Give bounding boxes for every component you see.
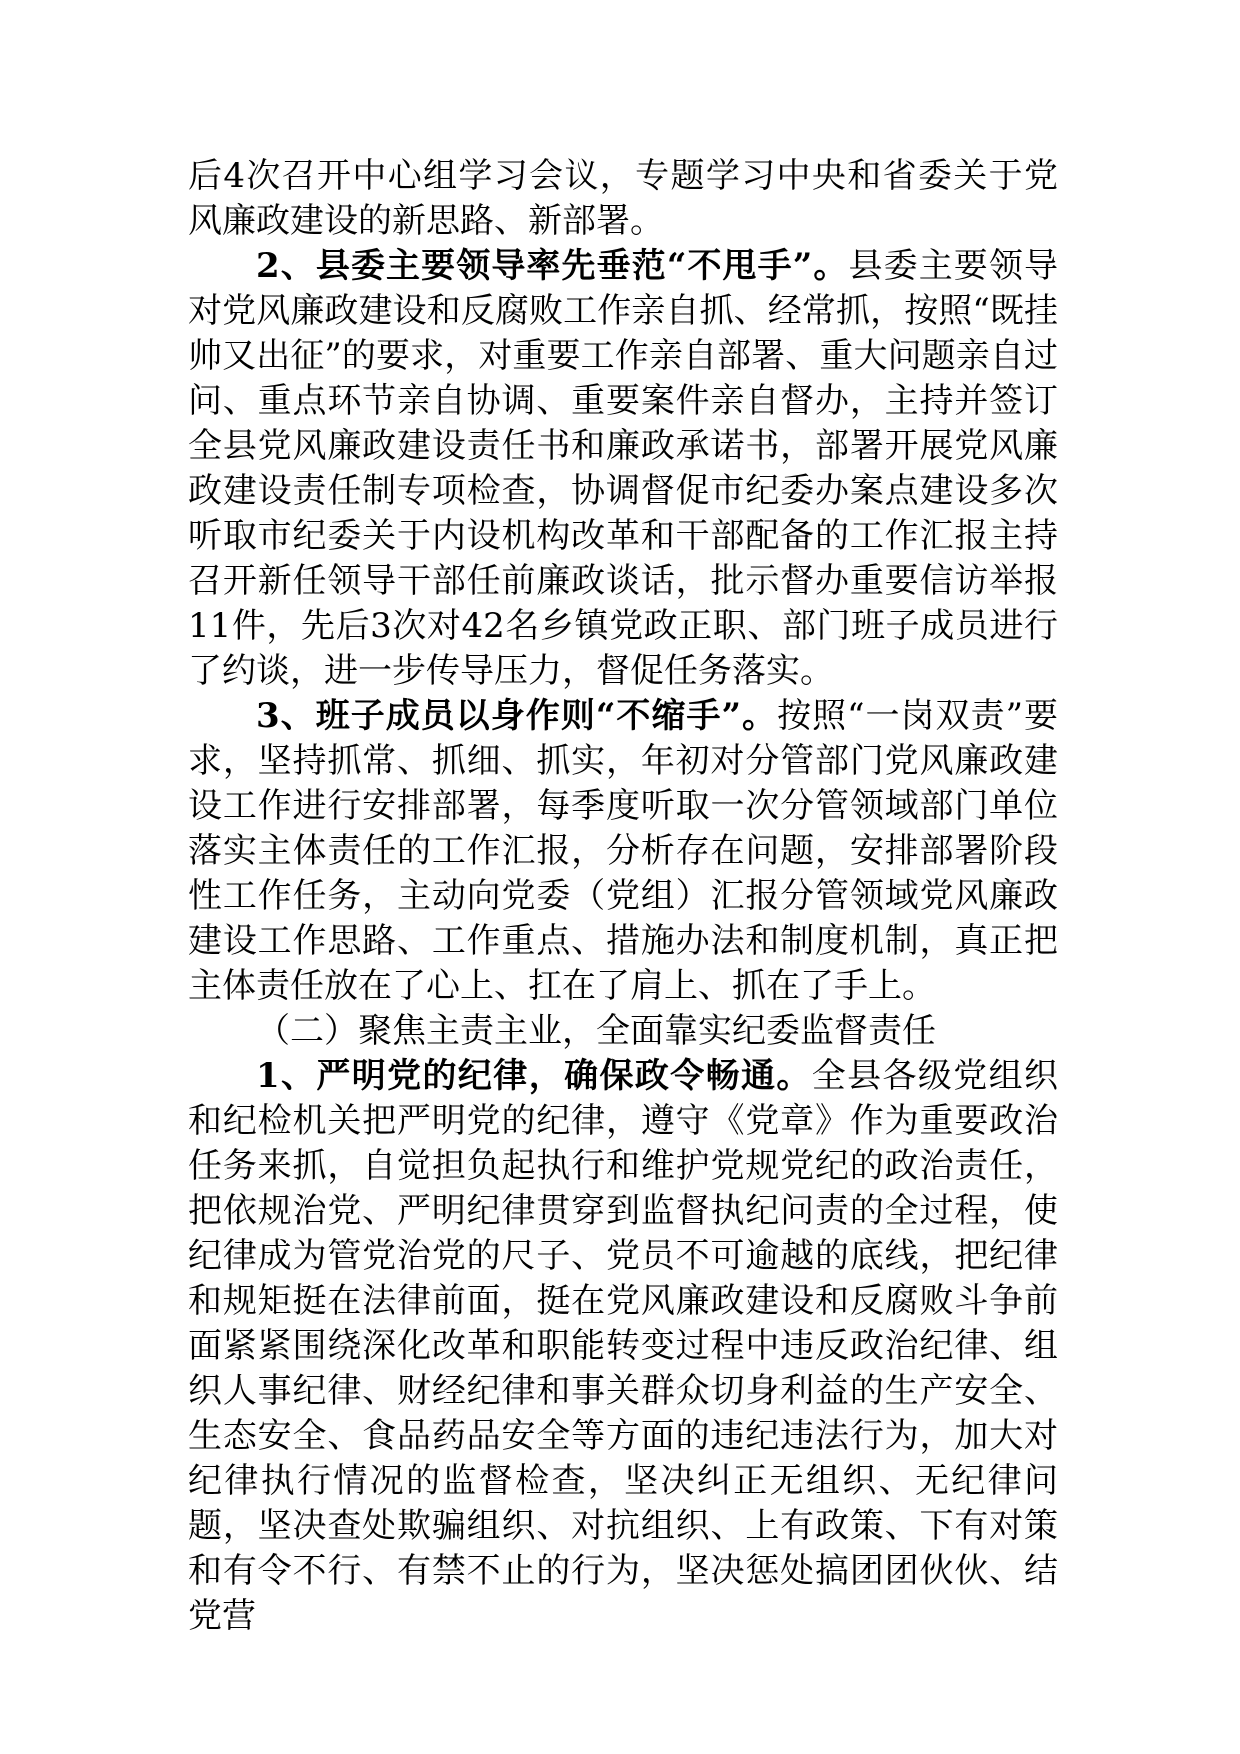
- paragraph-team-members: [188, 694, 1058, 1009]
- paragraph-text: 全县各级党组织和纪检机关把严明党的纪律，遵守《党章》作为重要政治任务来抓，自觉担负起执行和维护党规党纪的政治责任，把依规治党、严明纪律贯穿到监督执纪问责的全过程，使纪律成为管党治党的尺子、党员不可逾越的底线，把纪律和规矩挺在法律前面，挺在党风廉政建设和反腐败斗争前面紧紧围绕深化改革和职能转变过程中违反政治纪律、组织人事纪律、财经纪律和事关群众切身利益的生产安全、生态安全、食品药品安全等方面的违纪违法行为，加大对纪律执行情况的监督检查，坚决纠正无组织、无纪律问题，坚决查处欺骗组织、对抗组织、上有政策、下有对策和有令不行、有禁不止的行为，坚决惩处搞团团伙伙、结党营: [188, 1056, 1059, 1636]
- paragraph-text: 按照“一岗双责”要求，坚持抓常、抓细、抓实，年初对分管部门党风廉政建设工作进行安排部署，每季度听取一次分管领域部门单位落实主体责任的工作汇报，分析存在问题，安排部署阶段性工作任务，主动向党委（党组）汇报分管领域党风廉政建设工作思路、工作重点、措施办法和制度机制，真正把主体责任放在了心上、扛在了肩上、抓在了手上。: [188, 696, 1058, 1006]
- paragraph-lead-heading: 2、县委主要领导率先垂范“不甩手”。: [256, 246, 849, 286]
- document-body: [188, 154, 1058, 1639]
- paragraph-leader-example: [188, 244, 1058, 694]
- section-heading: （二）聚焦主责主业，全面靠实纪委监督责任: [256, 1011, 936, 1051]
- paragraph-party-discipline: [188, 1054, 1058, 1639]
- paragraph-text: 后4次召开中心组学习会议，专题学习中央和省委关于党风廉政建设的新思路、新部署。: [188, 156, 1058, 241]
- paragraph-lead-heading: 1、严明党的纪律，确保政令畅通。: [256, 1056, 812, 1096]
- paragraph-lead-heading: 3、班子成员以身作则“不缩手”。: [256, 696, 778, 736]
- paragraph-text: 县委主要领导对党风廉政建设和反腐败工作亲自抓、经常抓，按照“既挂帅又出征”的要求，对重要工作亲自部署、重大问题亲自过问、重点环节亲自协调、重要案件亲自督办，主持并签订全县党风廉政建设责任书和廉政承诺书，部署开展党风廉政建设责任制专项检查，协调督促市纪委办案点建设多次听取市纪委关于内设机构改革和干部配备的工作汇报主持召开新任领导干部任前廉政谈话，批示督办重要信访举报11件，先后3次对42名乡镇党政正职、部门班子成员进行了约谈，进一步传导压力，督促任务落实。: [188, 246, 1058, 691]
- paragraph-continuation: [188, 154, 1058, 244]
